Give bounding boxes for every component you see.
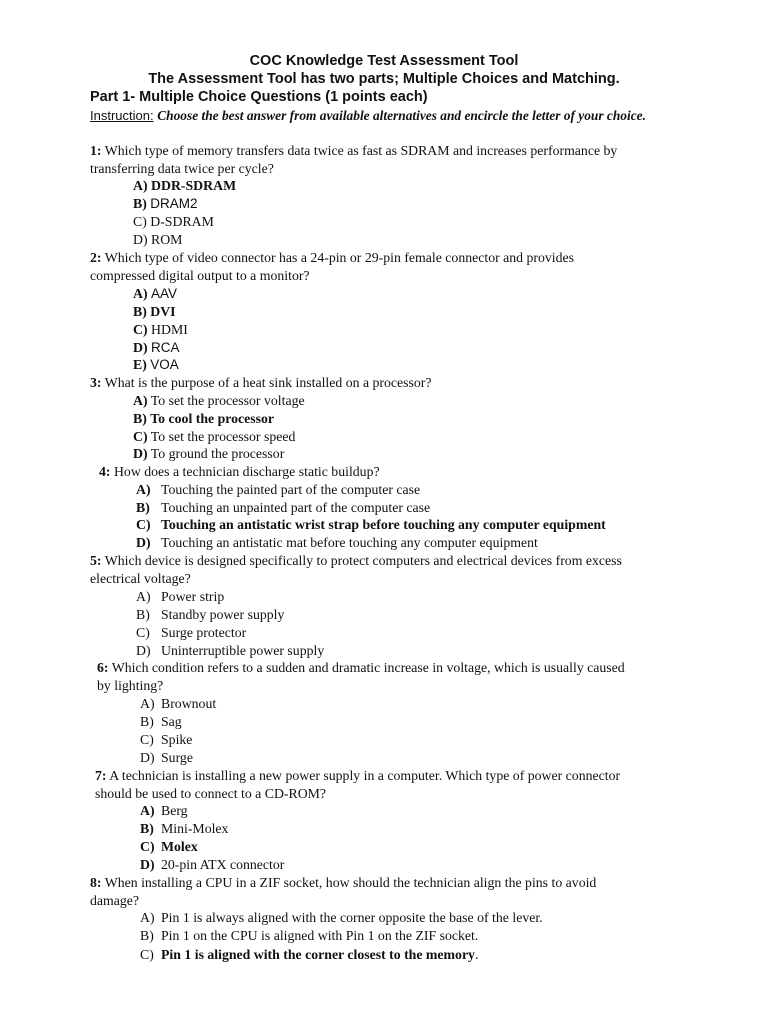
option-letter: D) (133, 340, 148, 355)
option-text: Pin 1 is aligned with the corner closest to the memory (161, 947, 475, 962)
option-text: Touching an antistatic wrist strap before touching any computer equipment (161, 517, 606, 532)
question-4-line-1 (99, 464, 380, 480)
question-2-line-2: compressed digital output to a monitor? (90, 268, 310, 283)
option-text: DDR-SDRAM (151, 178, 237, 193)
option-letter: C) (140, 732, 154, 747)
question-number: 6: (97, 660, 109, 675)
question-8-line-2: damage? (90, 893, 140, 908)
instruction (90, 108, 646, 124)
document-subtitle: The Assessment Tool has two parts; Multiple Choices and Matching. (148, 71, 620, 87)
option-letter: B) (136, 607, 150, 622)
option-text: Standby power supply (161, 607, 285, 622)
option-letter: A) (140, 803, 155, 818)
q5-option-c (136, 625, 246, 641)
question-1-line-2: transferring data twice per cycle? (90, 161, 274, 176)
q2-option-d (133, 340, 180, 356)
option-letter: C) (133, 214, 147, 229)
option-text: To set the processor voltage (150, 393, 305, 408)
q2-option-e (133, 357, 179, 373)
option-text: D-SDRAM (150, 214, 214, 229)
option-text: Surge (161, 750, 193, 765)
option-letter: C) (136, 517, 151, 532)
option-letter: D) (140, 857, 155, 872)
option-suffix: . (474, 947, 479, 962)
q4-option-a (136, 482, 420, 498)
option-letter: E) (133, 357, 147, 372)
option-letter: D) (136, 643, 151, 658)
option-letter: A) (136, 482, 151, 497)
question-number: 7: (95, 768, 107, 783)
question-text: How does a technician discharge static buildup? (113, 464, 380, 479)
q5-option-d (136, 643, 324, 659)
q6-option-b (140, 714, 182, 730)
q1-option-c (133, 214, 214, 230)
option-letter: C) (133, 429, 148, 444)
option-letter: C) (140, 947, 154, 962)
q3-option-c (133, 429, 295, 445)
question-2-line-1 (90, 250, 574, 266)
q5-option-b (136, 607, 284, 623)
option-text: To cool the processor (150, 411, 275, 426)
option-letter: B) (133, 304, 147, 319)
question-3-line-1 (90, 375, 432, 391)
option-text: Molex (161, 839, 198, 854)
option-letter: A) (133, 178, 148, 193)
question-7-line-1 (95, 768, 620, 784)
q6-option-a (140, 696, 216, 712)
q7-option-b (140, 821, 228, 837)
question-text: Which device is designed specifically to protect computers and electrical devices from excess (104, 553, 622, 568)
q8-option-a (140, 910, 543, 926)
q7-option-a (140, 803, 188, 819)
option-text: Surge protector (161, 625, 247, 640)
question-8-line-1 (90, 875, 596, 891)
question-text: Which condition refers to a sudden and dramatic increase in voltage, which is usually caused (111, 660, 625, 675)
question-5-line-2: electrical voltage? (90, 571, 191, 586)
question-text: Which type of video connector has a 24-pin or 29-pin female connector and provides (104, 250, 575, 265)
option-text: Pin 1 on the CPU is aligned with Pin 1 on the ZIF socket. (161, 928, 479, 943)
question-number: 5: (90, 553, 102, 568)
option-letter: C) (136, 625, 150, 640)
q2-option-b (133, 304, 176, 320)
option-letter: B) (133, 196, 147, 211)
option-letter: B) (140, 928, 154, 943)
option-text: Touching an unpainted part of the computer case (161, 500, 431, 515)
option-text: Power strip (161, 589, 225, 604)
option-text: To ground the processor (150, 446, 285, 461)
option-text: 20-pin ATX connector (161, 857, 285, 872)
q6-option-d (140, 750, 193, 766)
q5-option-a (136, 589, 224, 605)
option-letter: A) (140, 696, 155, 711)
question-text: A technician is installing a new power supply in a computer. Which type of power connector (109, 768, 621, 783)
option-text: Touching the painted part of the computer case (161, 482, 421, 497)
q4-option-b (136, 500, 430, 516)
question-number: 3: (90, 375, 102, 390)
question-6-line-2: by lighting? (97, 678, 164, 693)
option-text: ROM (151, 232, 183, 247)
option-letter: B) (140, 714, 154, 729)
part-heading: Part 1- Multiple Choice Questions (1 points each) (90, 89, 428, 105)
option-letter: A) (136, 589, 151, 604)
question-5-line-1 (90, 553, 622, 569)
option-text: AAV (151, 286, 178, 301)
q7-option-d (140, 857, 284, 873)
question-7-line-2: should be used to connect to a CD-ROM? (95, 786, 327, 801)
q7-option-c (140, 839, 198, 855)
option-letter: A) (133, 286, 148, 301)
question-6-line-1 (97, 660, 625, 676)
q2-option-c (133, 322, 188, 338)
option-letter: B) (140, 821, 154, 836)
document-title: COC Knowledge Test Assessment Tool (249, 53, 519, 69)
option-letter: B) (136, 500, 150, 515)
option-text: Sag (161, 714, 182, 729)
option-text: DRAM2 (150, 196, 198, 211)
option-text: VOA (150, 357, 179, 372)
option-letter: D) (136, 535, 151, 550)
option-letter: C) (133, 322, 148, 337)
q1-option-d (133, 232, 182, 248)
q4-option-c (136, 517, 606, 533)
option-letter: D) (133, 232, 148, 247)
option-letter: A) (133, 393, 148, 408)
q1-option-a (133, 178, 236, 194)
option-text: Uninterruptible power supply (161, 643, 325, 658)
q3-option-a (133, 393, 305, 409)
q2-option-a (133, 286, 177, 302)
option-text: Brownout (161, 696, 217, 711)
question-number: 4: (99, 464, 111, 479)
q6-option-c (140, 732, 192, 748)
option-letter: A) (140, 910, 155, 925)
option-letter: D) (140, 750, 155, 765)
question-number: 2: (90, 250, 102, 265)
option-letter: B) (133, 411, 147, 426)
q4-option-d (136, 535, 538, 551)
q3-option-d (133, 446, 284, 462)
question-number: 1: (90, 143, 102, 158)
question-number: 8: (90, 875, 102, 890)
q8-option-b (140, 928, 478, 944)
question-text: Which type of memory transfers data twice as fast as SDRAM and increases performance by (104, 143, 618, 158)
q8-option-c (140, 947, 478, 963)
option-text: Mini-Molex (161, 821, 229, 836)
option-text: Touching an antistatic mat before touching any computer equipment (161, 535, 538, 550)
option-text: To set the processor speed (150, 429, 296, 444)
instruction-text: Choose the best answer from available alternatives and encircle the letter of your choice. (157, 108, 646, 123)
option-text: DVI (150, 304, 176, 319)
option-text: Pin 1 is always aligned with the corner opposite the base of the lever. (161, 910, 543, 925)
option-letter: C) (140, 839, 155, 854)
option-text: HDMI (151, 322, 188, 337)
question-1-line-1 (90, 143, 617, 159)
q3-option-b (133, 411, 274, 427)
instruction-label: Instruction: (90, 108, 154, 123)
option-text: Berg (161, 803, 188, 818)
option-letter: D) (133, 446, 148, 461)
question-text: What is the purpose of a heat sink installed on a processor? (104, 375, 432, 390)
option-text: RCA (151, 340, 180, 355)
option-text: Spike (161, 732, 193, 747)
q1-option-b (133, 196, 198, 212)
question-text: When installing a CPU in a ZIF socket, how should the technician align the pins to avoid (104, 875, 597, 890)
